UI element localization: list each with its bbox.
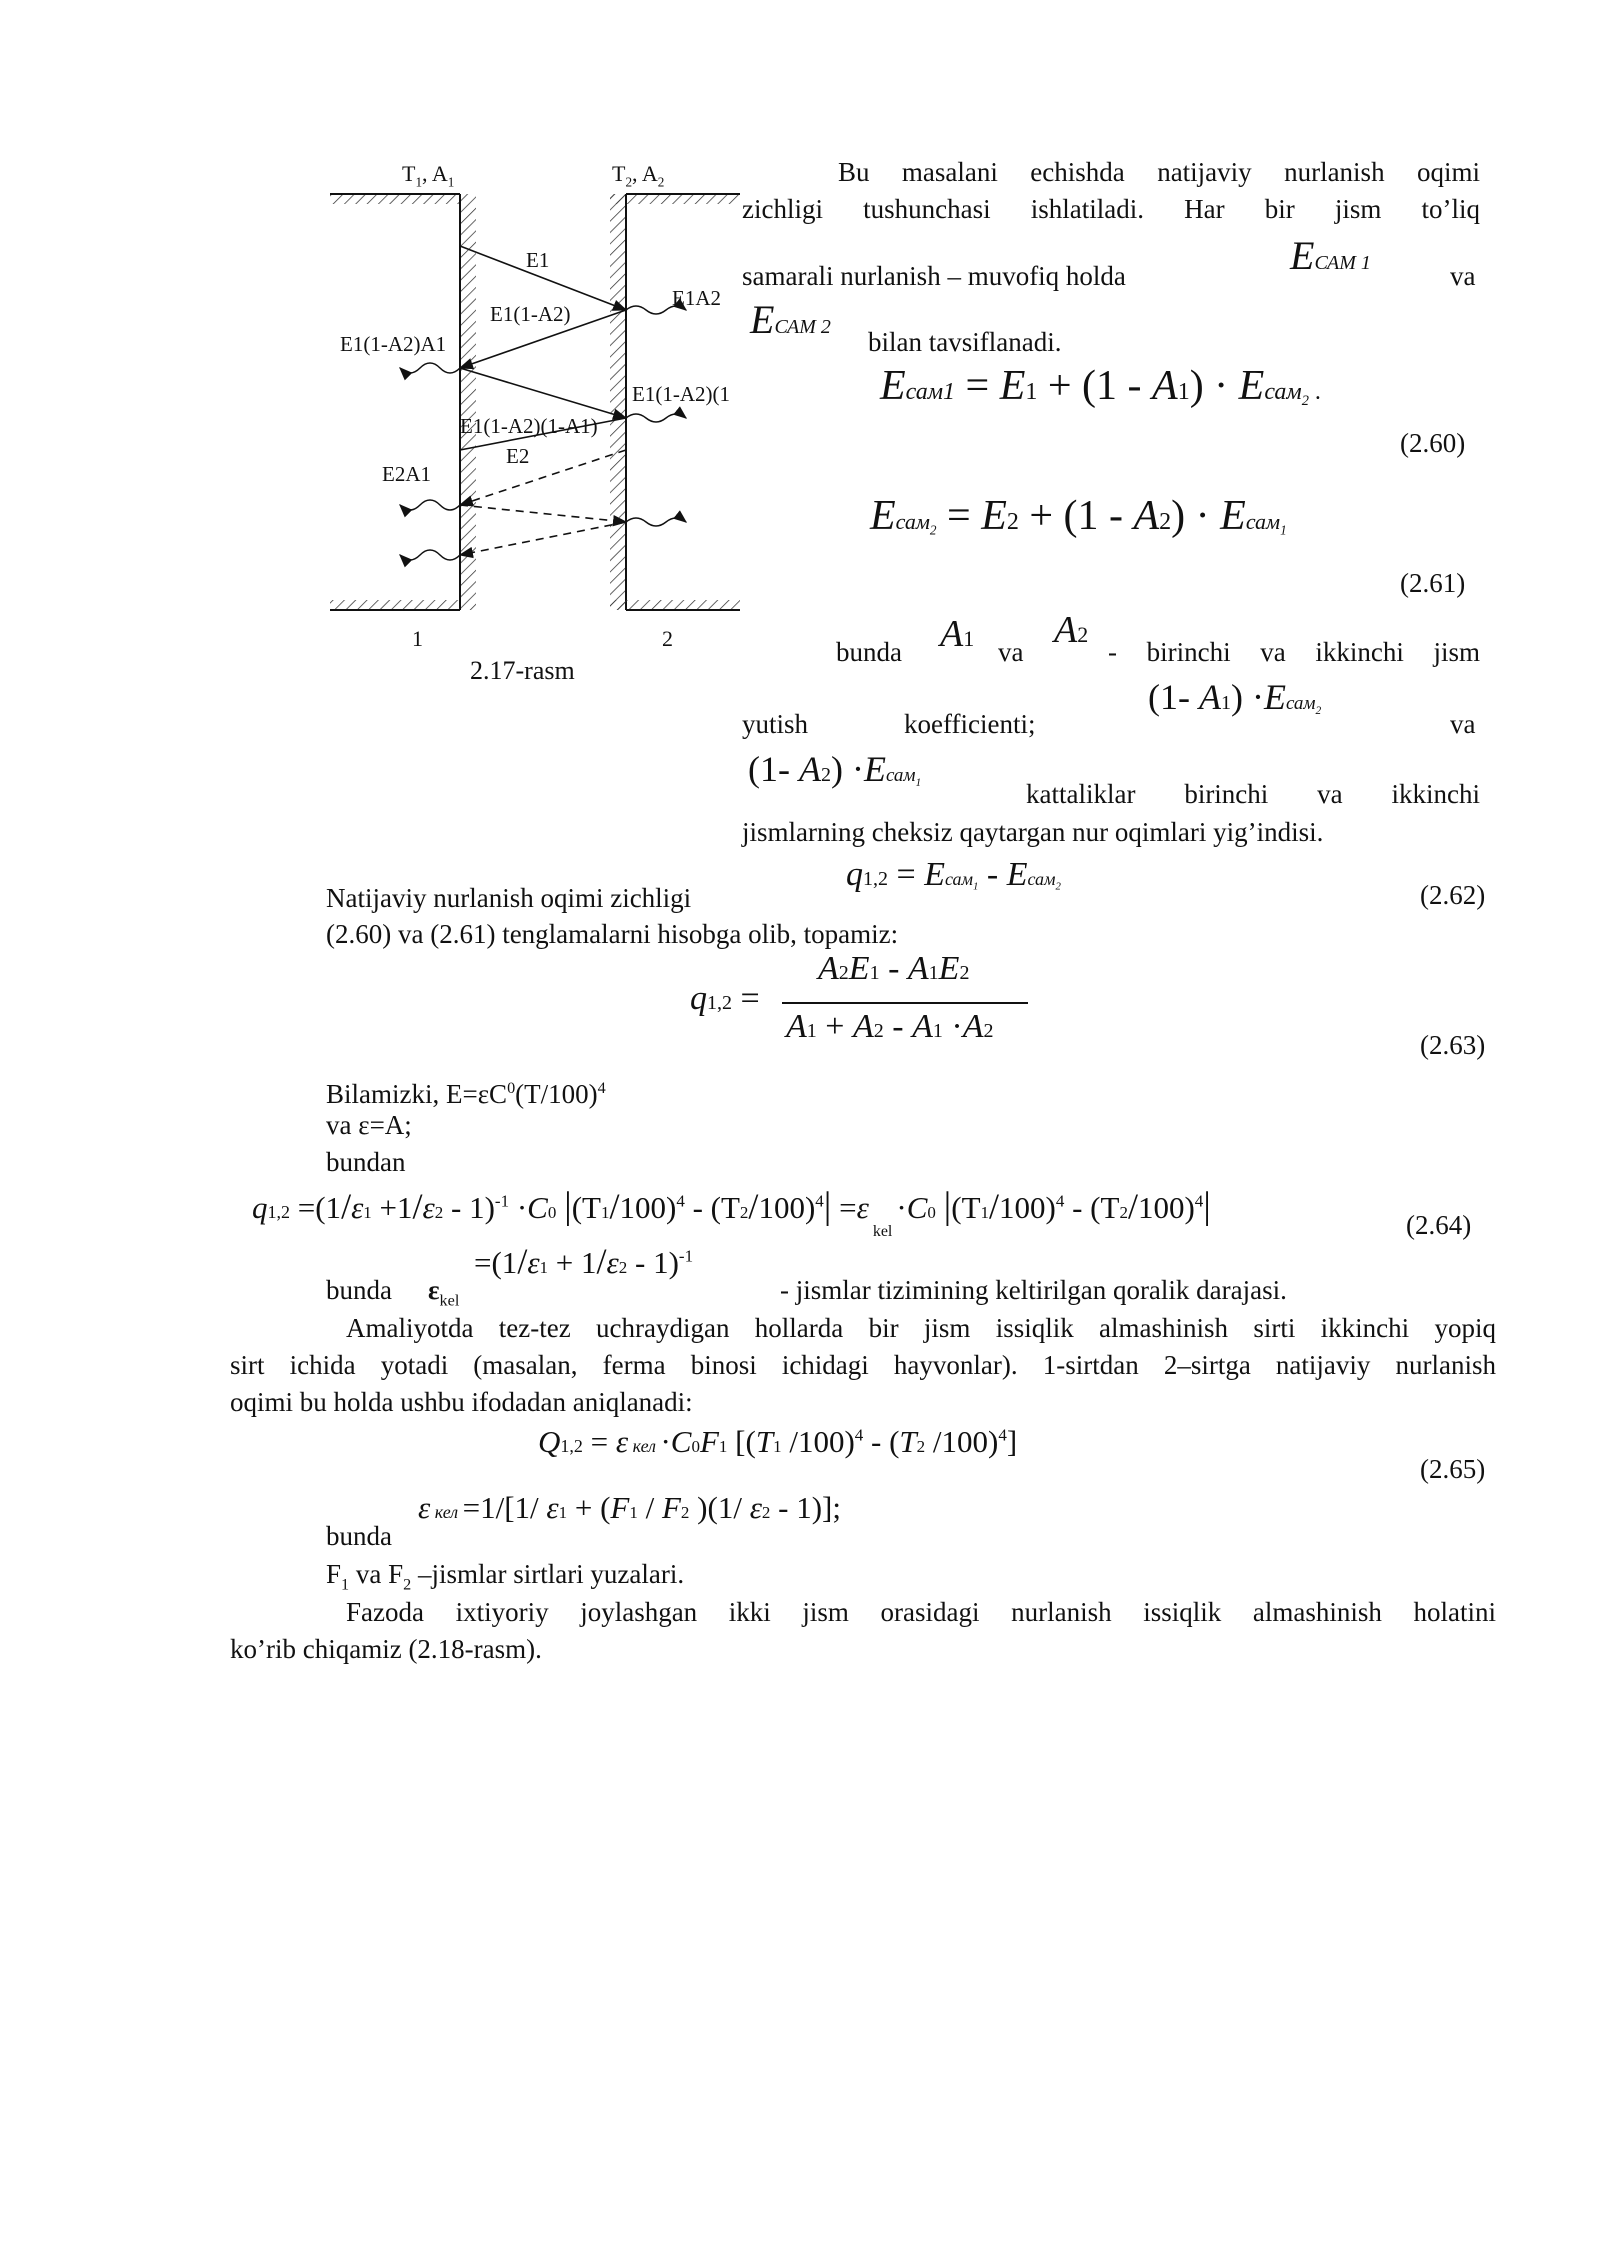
para2-line-1: Amaliyotda tez-tez uchraydigan hollarda bir jism issiqlik almashinish sirti ikkinchi yopiq bbox=[346, 1313, 1496, 1343]
bunda-line-4: jismlarning cheksiz qaytargan nur oqimlari yig’indisi. bbox=[742, 817, 1324, 847]
equation-2-61: Eсам$_2$ = E2 + (1 - A2) · Eсам$_1$ bbox=[870, 493, 1287, 539]
bilamizki-line-1: Bilamizki, $E=\varepsilon C^0(T/100)^4$ bbox=[326, 1079, 606, 1109]
label-e1-1ma2-1: E1(1-A2)(1 bbox=[632, 382, 730, 406]
bilamizki-line-3: bundan bbox=[326, 1147, 406, 1177]
a2-symbol: A2 bbox=[1054, 609, 1089, 651]
label-t2-a2: $T_2$, $A_2$ bbox=[612, 161, 665, 190]
equation-2-65: Q1,2 = ε кел ·C0F1 [(T1 /100)$^4$ - (T2 /100)$^4$] bbox=[538, 1424, 1018, 1459]
ecam1-symbol: EСАМ 1 bbox=[1290, 233, 1371, 278]
label-e1a2: E1A2 bbox=[672, 286, 721, 310]
bunda-line-2c: va bbox=[1450, 709, 1476, 739]
ecam2-symbol: EСАМ 2 bbox=[750, 297, 831, 342]
a1-symbol: A1 bbox=[940, 613, 975, 655]
equation-2-62-number: (2.62) bbox=[1420, 880, 1486, 910]
figure-caption: 2.17-rasm bbox=[470, 656, 575, 685]
para2-line-2: sirt ichida yotadi (masalan, ferma binosi ichidagi hayvonlar). 1-sirtdan 2–sirtga natijaviy nurlanish bbox=[230, 1350, 1496, 1380]
expr-1ma2-ecam1: (1- A2) ·Eсам$_1$ bbox=[748, 749, 922, 789]
eq263-lead: (2.60) va (2.61) tenglamalarni hisobga olib, topamiz: bbox=[326, 919, 899, 949]
equation-2-61-number: (2.61) bbox=[1400, 568, 1466, 598]
after265-bunda: bunda bbox=[326, 1521, 392, 1551]
equation-2-63-number: (2.63) bbox=[1420, 1030, 1486, 1060]
intro-line-3: samarali nurlanish – muvofiq holda bbox=[742, 261, 1126, 291]
ekel-lead: bunda bbox=[326, 1275, 392, 1305]
bunda-line-1a: bunda bbox=[836, 637, 902, 667]
label-e1-1ma2-a1: E1(1-A2)A1 bbox=[340, 332, 447, 356]
label-t1-a1: $T_1$, $A_1$ bbox=[402, 161, 455, 190]
para2-line-3: oqimi bu holda ushbu ifodadan aniqlanadi: bbox=[230, 1387, 693, 1417]
label-e1-1ma2-1ma1: E1(1-A2)(1-A1) bbox=[460, 414, 598, 438]
ekel-2-65-formula: ε кел =1/[1/ ε1 + (F1 / F2 )(1/ ε2 - 1)]; bbox=[418, 1490, 841, 1525]
equation-2-62: q1,2 = Eсам$_1$ - Eсам$_2$ bbox=[846, 856, 1061, 893]
after265-f-line: $F_1$ va $F_2$ –jismlar sirtlari yuzalari. bbox=[326, 1559, 685, 1594]
bunda-line-1c: - birinchi va ikkinchi jism bbox=[1108, 637, 1480, 667]
dashed-rays bbox=[460, 450, 626, 555]
intro-line-4: bilan tavsiflanadi. bbox=[868, 327, 1062, 357]
label-e1: E1 bbox=[526, 248, 550, 272]
equation-2-60: Eсам1 = E1 + (1 - A1) · Eсам$_2$ . bbox=[880, 363, 1321, 409]
eq262-label: Natijaviy nurlanish oqimi zichligi bbox=[326, 883, 692, 913]
label-e2: E2 bbox=[506, 444, 530, 468]
bilamizki-line-2: va ε=A; bbox=[326, 1110, 412, 1140]
equation-2-65-number: (2.65) bbox=[1420, 1454, 1486, 1484]
intro-line-1: Bu masalani echishda natijaviy nurlanish oqimi bbox=[838, 157, 1480, 187]
figure-2-17 bbox=[330, 150, 750, 670]
ekel-symbol: $\varepsilon_{kel}$ bbox=[428, 1275, 460, 1310]
intro-va-1: va bbox=[1450, 261, 1476, 291]
bunda-line-2b: koefficienti; bbox=[904, 709, 1036, 739]
intro-line-2: zichligi tushunchasi ishlatiladi. Har bir jism to’liq bbox=[742, 194, 1480, 224]
expr-1ma1-ecam2: (1- A1) ·Eсам$_2$ bbox=[1148, 677, 1322, 717]
label-wall-1: 1 bbox=[412, 626, 423, 651]
label-e1-1ma2: E1(1-A2) bbox=[490, 302, 571, 326]
bunda-line-3: kattaliklar birinchi va ikkinchi bbox=[1026, 779, 1480, 809]
para3-line-1: Fazoda ixtiyoriy joylashgan ikki jism orasidagi nurlanish issiqlik almashinish holatini bbox=[346, 1597, 1496, 1627]
equation-2-64-number: (2.64) bbox=[1406, 1210, 1472, 1240]
equation-2-63: q1,2 = A2E1 - A1E2 A1 + A2 - A1 ·A2 bbox=[690, 950, 1050, 1060]
bunda-line-2a: yutish bbox=[742, 709, 809, 739]
label-wall-2: 2 bbox=[662, 626, 673, 651]
ekel-tail: - jismlar tizimining keltirilgan qoralik darajasi. bbox=[780, 1275, 1287, 1305]
equation-2-64: $q1,2 =(1/\varepsilon 1 +1/\varepsilon 2 - 1)^{-1} \cdot C0$ $|(T1/100)^4 - (T2/100)^4| =\varepsilon$ $_{kel}$ ·C0 $|(T1/100)^4 - (T2/100)^4|$ bbox=[252, 1185, 1211, 1240]
wall-1 bbox=[330, 194, 476, 610]
bunda-va: va bbox=[998, 637, 1024, 667]
para3-line-2: ko’rib chiqamiz (2.18-rasm). bbox=[230, 1634, 542, 1664]
equation-2-60-number: (2.60) bbox=[1400, 428, 1466, 458]
label-e2a1: E2A1 bbox=[382, 462, 431, 486]
ekel-formula: $=(1/\varepsilon 1 + 1/\varepsilon 2 - 1)^{-1}$ bbox=[474, 1241, 694, 1281]
